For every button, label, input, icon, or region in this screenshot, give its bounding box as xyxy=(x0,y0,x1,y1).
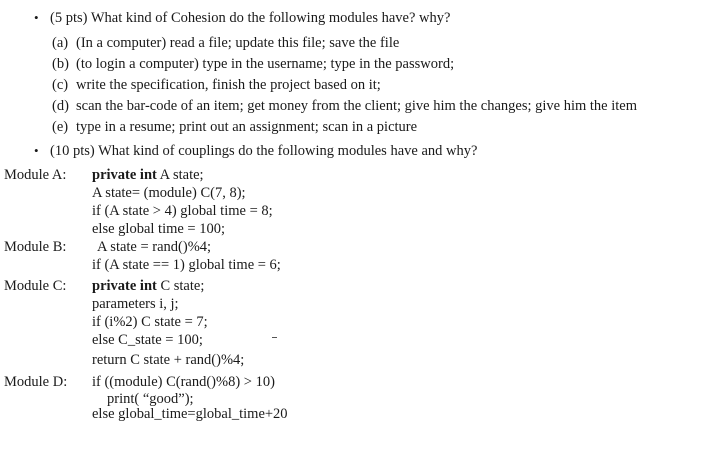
module-d-line-3: else global_time=global_time+20 xyxy=(92,406,288,422)
module-d-line-1: if ((module) C(rand()%8) > 10) xyxy=(92,374,275,390)
module-d-label: Module D: xyxy=(4,374,68,390)
module-c-line-5: return C state + rand()%4; xyxy=(92,352,245,368)
q1-question: (5 pts) What kind of Cohesion do the following modules have? why? xyxy=(50,10,451,26)
module-c-line-1 xyxy=(92,277,204,295)
module-b-label: Module B: xyxy=(4,239,67,255)
module-a-line-2: A state= (module) C(7, 8); xyxy=(92,185,246,201)
q1-item-text: type in a resume; print out an assignment; scan in a picture xyxy=(76,119,418,135)
q1-item-label: (b) xyxy=(52,56,69,72)
module-b-line-2: if (A state == 1) global time = 6; xyxy=(92,257,281,273)
q1-item-text: scan the bar-code of an item; get money from the client; give him the changes; give him the item xyxy=(76,98,638,114)
module-c-line-4: else C_state = 100; xyxy=(92,332,203,348)
module-a-label: Module A: xyxy=(4,167,67,183)
q1-bullet: • xyxy=(34,10,39,25)
module-a-line-4: else global time = 100; xyxy=(92,221,226,237)
code-text: C state; xyxy=(156,278,205,294)
stray-mark xyxy=(272,337,277,338)
q2-question: (10 pts) What kind of couplings do the following modules have and why? xyxy=(50,143,478,159)
module-c-line-2: parameters i, j; xyxy=(92,296,179,312)
module-a-line-3: if (A state > 4) global time = 8; xyxy=(92,203,273,219)
q1-item-label: (d) xyxy=(52,98,69,114)
module-c-line-3: if (i%2) C state = 7; xyxy=(92,314,208,330)
q1-item-text: write the specification, finish the project based on it; xyxy=(76,77,381,93)
q1-item-label: (e) xyxy=(52,119,69,135)
keyword: private int xyxy=(92,167,157,183)
q1-item-label: (a) xyxy=(52,35,69,51)
module-a-line-1 xyxy=(92,166,204,184)
q1-item-text: (In a computer) read a file; update this file; save the file xyxy=(76,35,400,51)
q2-bullet: • xyxy=(34,143,39,158)
module-d-line-2: print( “good”); xyxy=(107,391,194,407)
code-text: A state; xyxy=(156,167,204,183)
module-c-label: Module C: xyxy=(4,278,67,294)
keyword: private int xyxy=(92,278,157,294)
q1-item-label: (c) xyxy=(52,77,69,93)
module-b-line-1: A state = rand()%4; xyxy=(97,239,212,255)
q1-item-text: (to login a computer) type in the username; type in the password; xyxy=(76,56,455,72)
